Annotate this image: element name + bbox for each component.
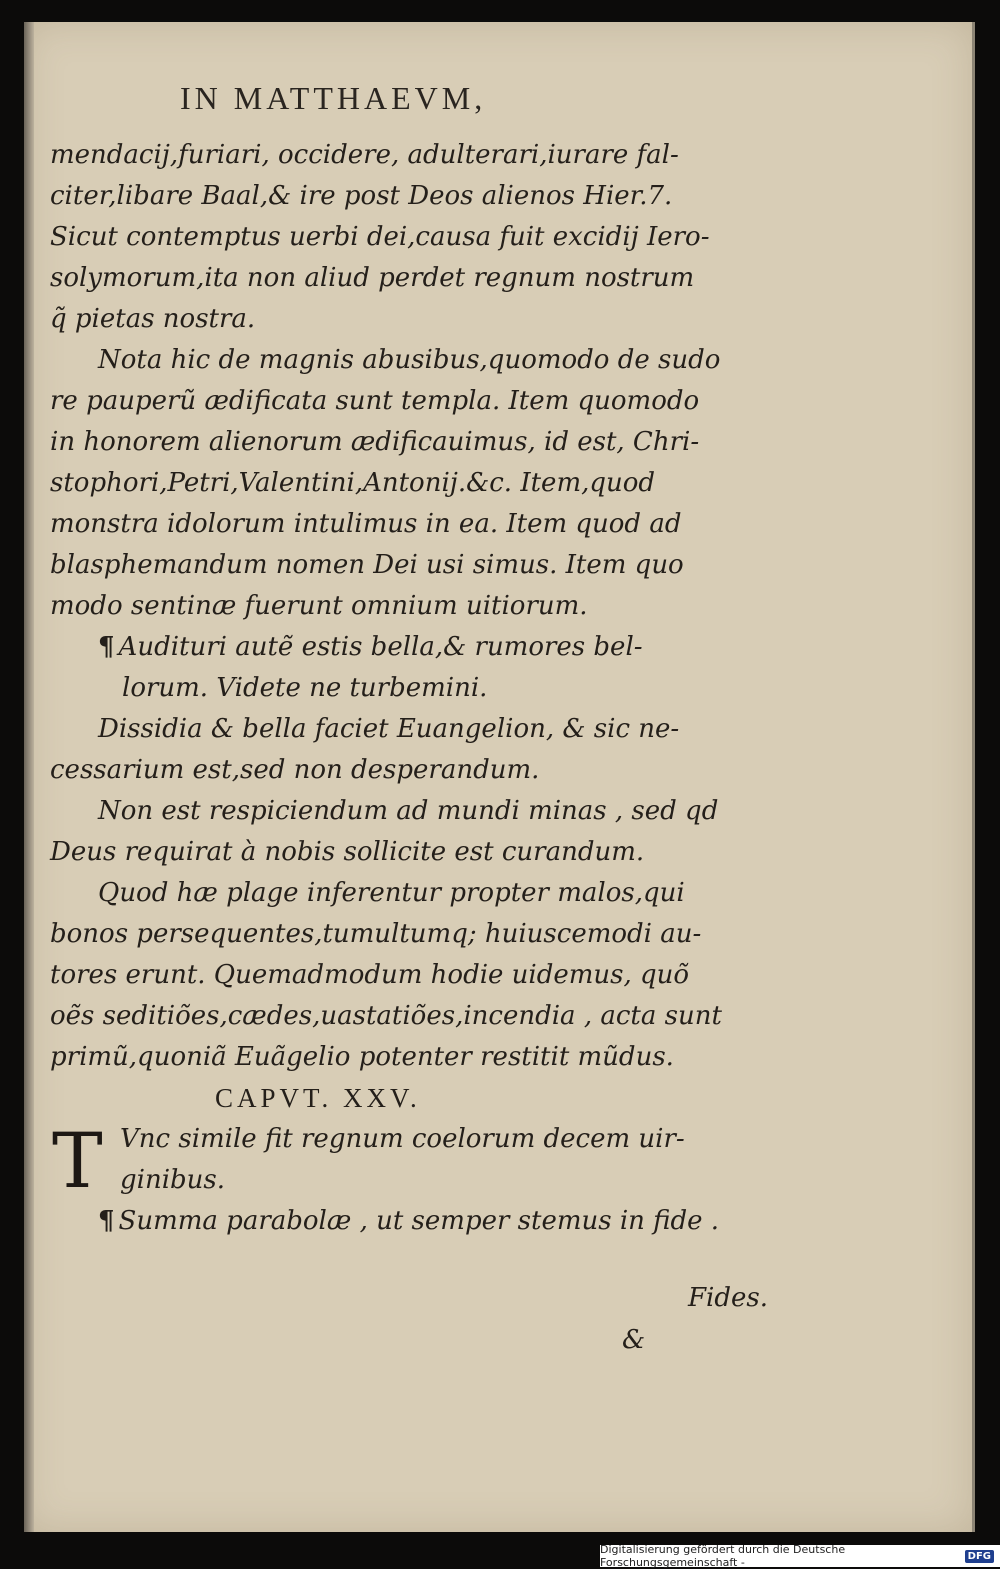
text-line: q̃ pietas nostra. bbox=[50, 304, 256, 334]
text-line: cessarium est,sed non desperandum. bbox=[50, 755, 540, 785]
text-line: tores erunt. Quemadmodum hodie uidemus, quõ bbox=[50, 960, 690, 990]
text-line bbox=[50, 627, 710, 668]
text-line: ginibus. bbox=[120, 1165, 226, 1195]
text-line: re pauperũ ædificata sunt templa. Item quomodo bbox=[50, 386, 700, 416]
text-line: primũ,quoniã Euãgelio potenter restitit mũdus. bbox=[50, 1042, 674, 1072]
text-line: mendacij,furiari, occidere, adulterari,iurare fal- bbox=[50, 140, 679, 170]
text-line: Non est respiciendum ad mundi minas , sed qd bbox=[98, 796, 719, 826]
margin-note: Fides. bbox=[688, 1283, 768, 1313]
text-line: oẽs seditiões,cædes,uastatiões,incendia , acta sunt bbox=[50, 1001, 722, 1031]
text-line: Nota hic de magnis abusibus,quomodo de sudo bbox=[98, 345, 721, 375]
drop-cap: T bbox=[52, 1116, 103, 1205]
text-line bbox=[50, 1201, 720, 1242]
text-line: Dissidia & bella faciet Euangelion, & sic ne- bbox=[98, 714, 680, 744]
text-line-content: Vnc simile fit regnum coelorum decem uir- bbox=[120, 1124, 685, 1154]
pilcrow-icon: ¶ bbox=[98, 632, 115, 662]
text-line: Sicut contemptus uerbi dei,causa fuit excidij Iero- bbox=[50, 222, 710, 252]
footer-credit: Digitalisierung gefördert durch die Deutsche Forschungsgemeinschaft - bbox=[600, 1543, 846, 1569]
catchword: & bbox=[622, 1325, 646, 1355]
text-line: lorum. Videte ne turbemini. bbox=[122, 673, 488, 703]
pilcrow-icon: ¶ bbox=[98, 1206, 115, 1236]
chapter-heading: CAPVT. XXV. bbox=[215, 1083, 421, 1113]
text-line: monstra idolorum intulimus in ea. Item quod ad bbox=[50, 509, 682, 539]
text-line: solymorum,ita non aliud perdet regnum nostrum bbox=[50, 263, 695, 293]
footer-bar bbox=[600, 1545, 1000, 1567]
page-text bbox=[50, 135, 722, 1242]
text-line: bonos persequentes,tumultumq; huiuscemodi au- bbox=[50, 919, 702, 949]
text-line-content: Audituri autẽ estis bella,& rumores bel- bbox=[118, 632, 643, 662]
text-line: citer,libare Baal,& ire post Deos alienos Hier.7. bbox=[50, 181, 673, 211]
text-line: Deus requirat à nobis sollicite est curandum. bbox=[50, 837, 645, 867]
dfg-logo-icon: DFG bbox=[965, 1550, 994, 1563]
text-line: modo sentinæ fuerunt omnium uitiorum. bbox=[50, 591, 588, 621]
text-line: in honorem alienorum ædificauimus, id est, Chri- bbox=[50, 427, 700, 457]
running-title: IN MATTHAEVM, bbox=[180, 80, 487, 116]
text-line-content: Summa parabolæ , ut semper stemus in fide . bbox=[118, 1206, 720, 1236]
text-line: blasphemandum nomen Dei usi simus. Item quo bbox=[50, 550, 684, 580]
text-line: Quod hæ plage inferentur propter malos,qui bbox=[98, 878, 685, 908]
page-gutter bbox=[24, 22, 34, 1532]
text-line: stophori,Petri,Valentini,Antonij.&c. Item,quod bbox=[50, 468, 656, 498]
